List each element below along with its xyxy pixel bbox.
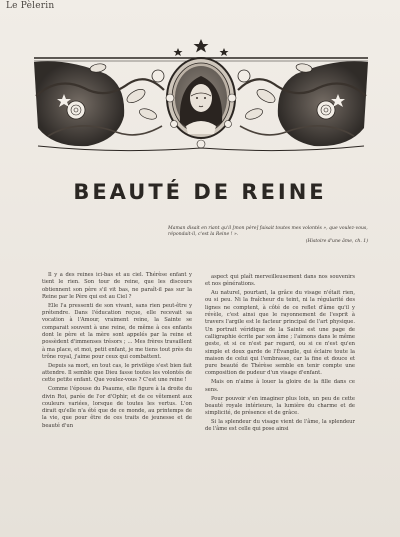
epigraph-quote: Maman disait en riant qu'il [mon père] faisait toutes mes volontés », que voulez-vous, répondait-il, c'est la Reine ! ». <box>168 226 368 238</box>
paragraph: Comme l'épouse du Psaume, elle figure à la droite du divin Roi, parée de l'or d'Ophir, et de ce vêtement aux couleurs variées, lorsque de toutes les vertus. L'on dirait qu'elle n'a été que de ce monde, au printemps de la vie, que pour être de ces traits de jeunesse et de beauté d'un <box>42 386 192 429</box>
paragraph: Pour pouvoir s'en imaginer plus loin, un peu de cette beauté royale intérieure, la lumière du charme et de simplicité, de présence et de grâce. <box>205 395 355 417</box>
epigraph-source: (Histoire d'une âme, ch. 1) <box>305 238 368 244</box>
journal-title: Le Pèlerin <box>6 1 55 11</box>
paragraph: Il y a des reines ici-bas et au ciel. Thérèse enfant y tient le rien. Son tour de reine, que les discours obtiennent son père s'il vit bas, ne paraît-il pas sur la Reine par le Père qui est au Ciel ? <box>42 272 192 300</box>
paragraph: Si la splendeur du visage vient de l'âme, la splendeur de l'âme est celle qui pose ainsi <box>205 419 355 433</box>
text-column-right <box>205 274 355 435</box>
ornamental-vignette <box>28 36 374 154</box>
paragraph: Mais on n'aime à louer la gloire de la fille dans ce sens. <box>205 379 355 393</box>
article-title: BEAUTÉ DE REINE <box>73 180 327 204</box>
epigraph <box>168 226 368 245</box>
text-column-left <box>42 272 192 432</box>
paragraph: aspect qui plaît merveilleusement dans nos souvenirs et nos générations. <box>205 274 355 288</box>
paragraph: Au naturel, pourtant, la grâce du visage n'était rien, ou si peu. Ni la fraîcheur du teint, ni la régularité des lignes ne comptent, à côté de ce reflet d'âme qu'il y révèle, c'est ainsi que le rayonnement de l'esprit à travers l'argile est le facteur principal de l'art physique. Un portrait véridique de la Sainte est une page de calligraphie écrite par son âme ; l'aimons dans le même geste, et si ce n'est par regard, ou si ce n'est qu'en simple et doux garde de l'Évangile, qui éclaire toute la maison de celui qui l'embrasse, car la fine et douce et pure beauté de Thérèse semble en tenir compte une composition de pudeur d'un visage d'enfant. <box>205 290 355 377</box>
paragraph: Elle l'a pressenti de son vivant, sans rien peut-être y prétendre. Dans l'éducation reçue, elle recevait sa vocation à l'Amour, vraiment reine, la Sainte se comparait souvent à une reine, de même à ces enfants dont le père et la mère sont appelés par la reine et possèdent d'immenses trésors ; ... Mes frères travaillent à ma place, et moi, petit enfant, je me tiens tout près du trône royal, j'aime pour ceux qui combattent. <box>42 302 192 360</box>
paragraph: Depuis sa mort, en tout cas, le privilège s'est bien fait attendre. Il semble que Dieu fasse toutes les volontés de cette petite enfant. Que voulez-vous ? C'est une reine ! <box>42 362 192 384</box>
